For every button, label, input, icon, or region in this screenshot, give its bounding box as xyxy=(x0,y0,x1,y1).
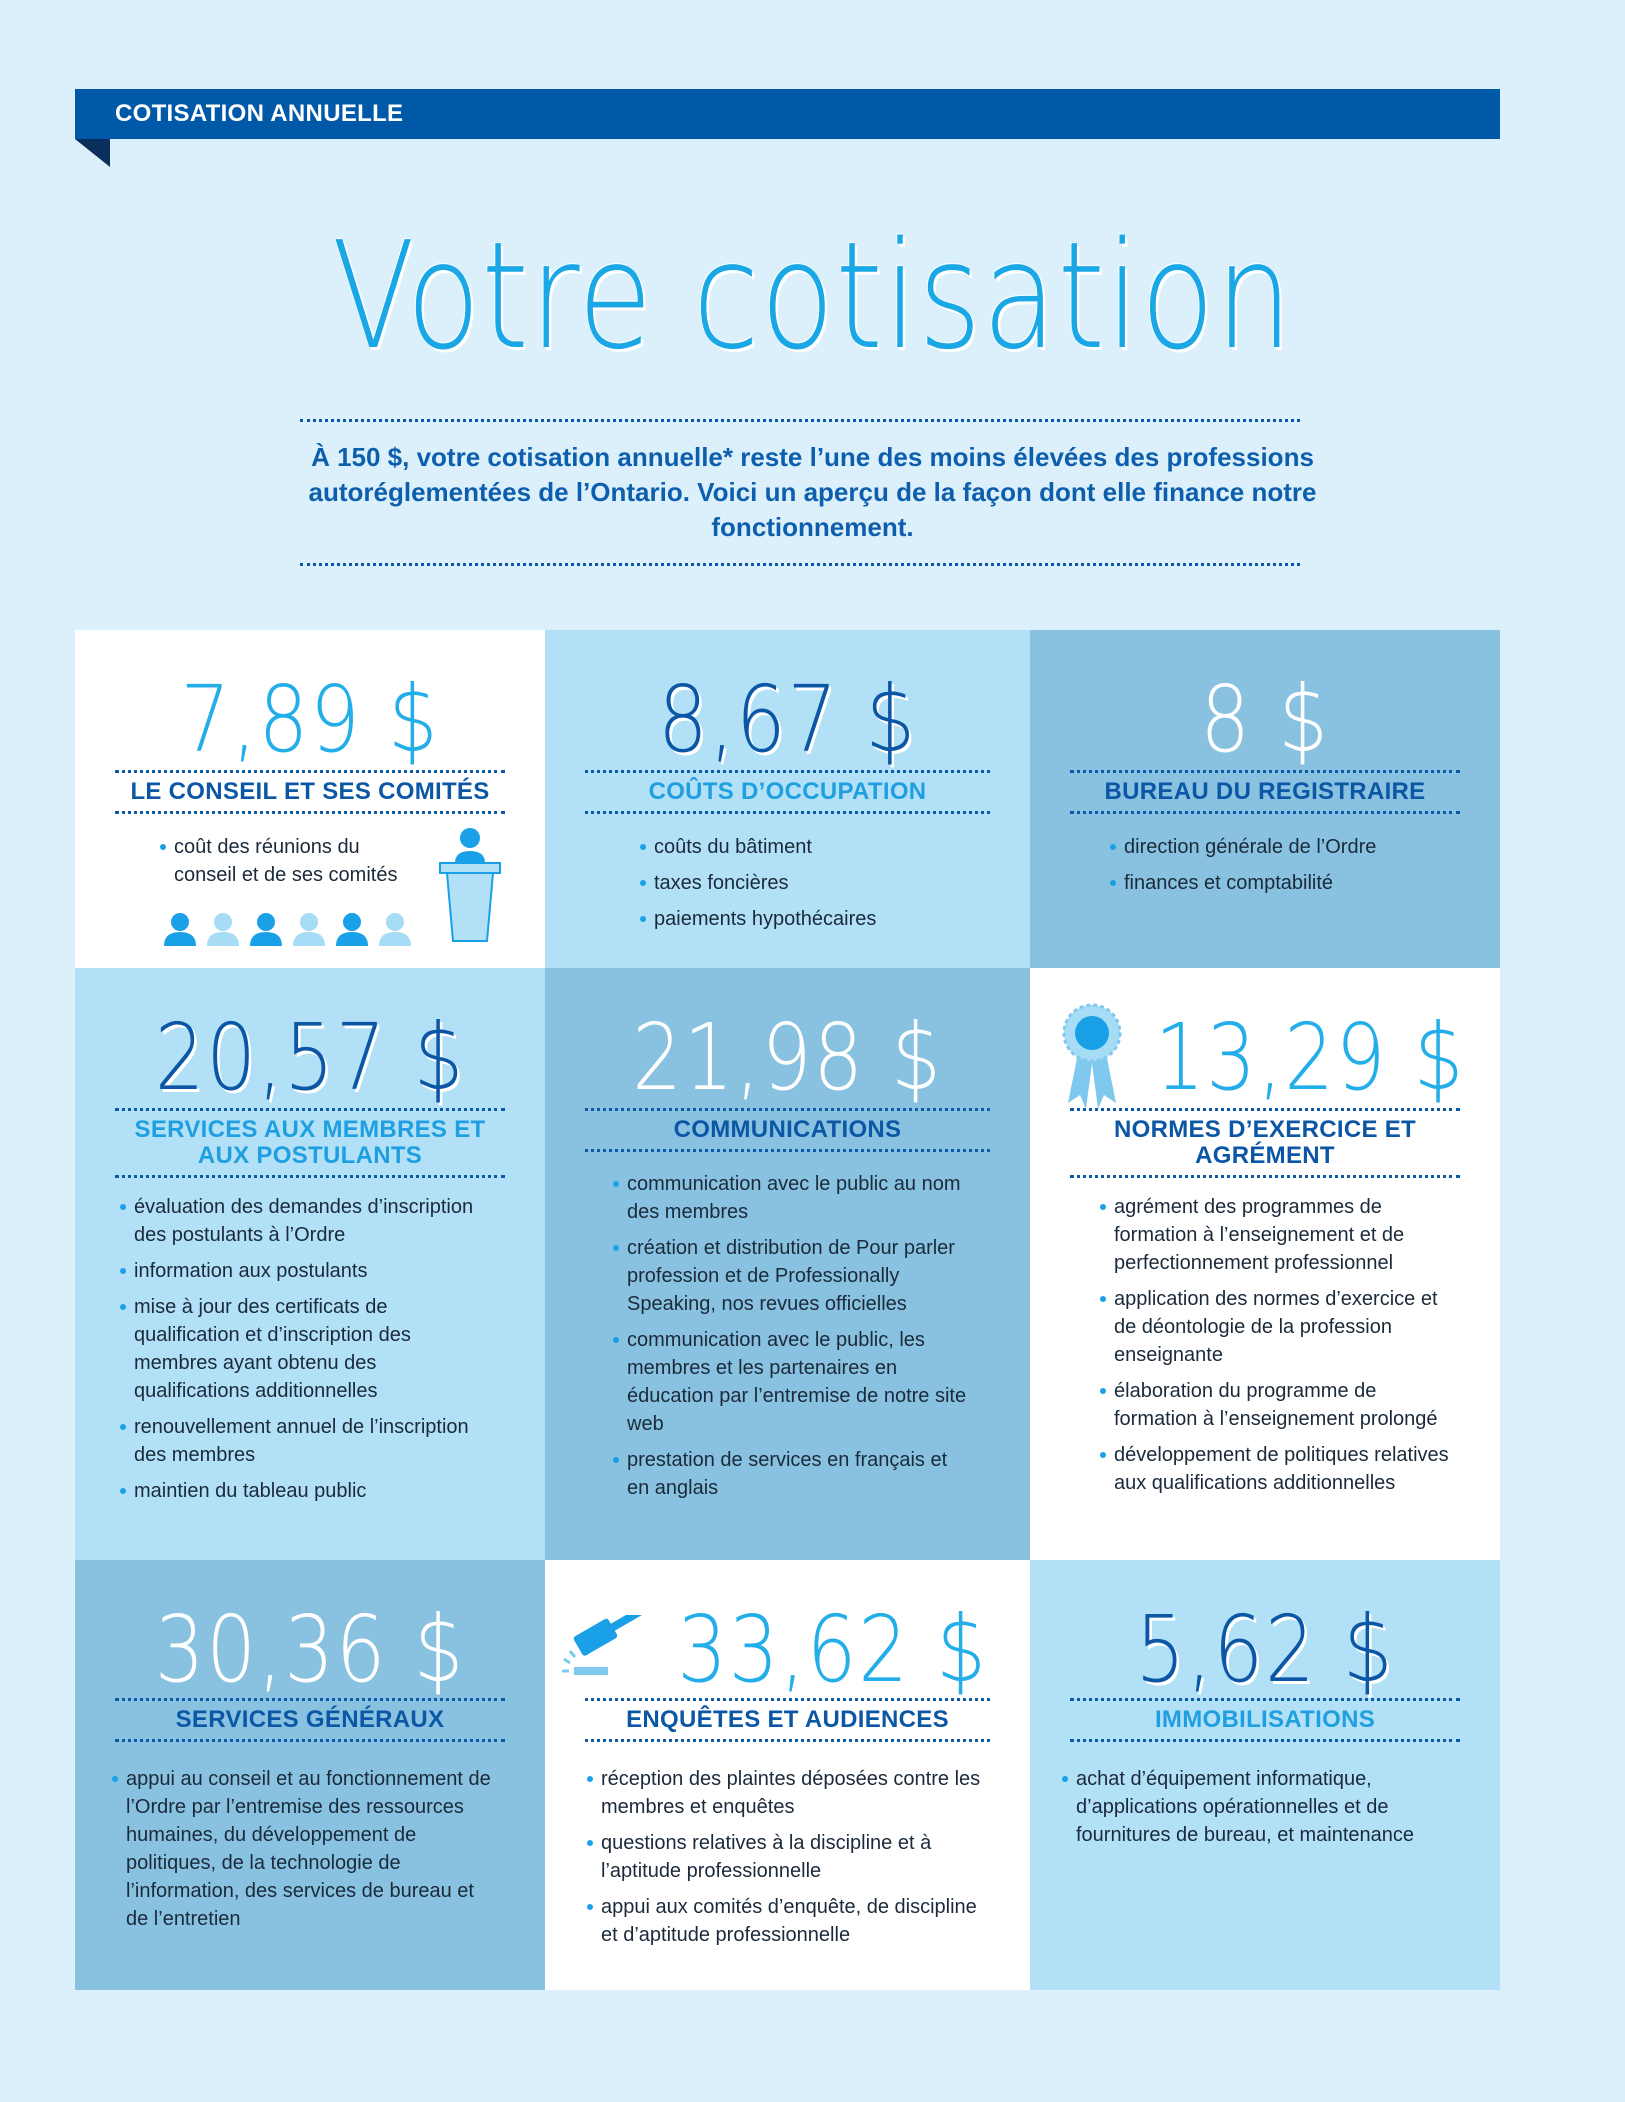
divider-bottom xyxy=(300,563,1300,566)
list-item: évaluation des demandes d’inscription des postulants à l’Ordre xyxy=(120,1193,490,1249)
cell-heading: IMMOBILISATIONS xyxy=(1070,1698,1460,1742)
list-item: appui au conseil et au fonctionnement de l’Ordre par l’entremise des ressources humaines, du développement de politiques, de la technologie de l’information, des services de bureau et de l’entretien xyxy=(112,1765,492,1933)
section-banner: COTISATION ANNUELLE xyxy=(75,89,1500,139)
item-list xyxy=(613,1170,973,1510)
list-item: questions relatives à la discipline et à l’aptitude professionnelle xyxy=(587,1829,987,1885)
item-list xyxy=(640,833,980,941)
cell-occupation xyxy=(545,630,1030,968)
cell-normes xyxy=(1030,968,1500,1560)
amount: 20,57 $ xyxy=(154,1004,466,1111)
list-item: achat d’équipement informatique, d’applications opérationnelles et de fournitures de bureau, et maintenance xyxy=(1062,1765,1462,1849)
list-item: information aux postulants xyxy=(120,1257,490,1285)
podium-speaker-icon xyxy=(435,823,505,943)
list-item: finances et comptabilité xyxy=(1110,869,1450,897)
item-list xyxy=(587,1765,987,1957)
list-item: développement de politiques relatives aux qualifications additionnelles xyxy=(1100,1441,1460,1497)
cell-conseil xyxy=(75,630,545,968)
cell-services-membres xyxy=(75,968,545,1560)
list-item: mise à jour des certificats de qualification et d’inscription des membres ayant obtenu des qualifications additionnelles xyxy=(120,1293,490,1405)
list-item: communication avec le public, les membres et les partenaires en éducation par l’entremise de notre site web xyxy=(613,1326,973,1438)
list-item: renouvellement annuel de l’inscription des membres xyxy=(120,1413,490,1469)
cell-heading: BUREAU DU REGISTRAIRE xyxy=(1070,770,1460,814)
amount: 30,36 $ xyxy=(154,1596,466,1703)
list-item: paiements hypothécaires xyxy=(640,905,980,933)
list-item: taxes foncières xyxy=(640,869,980,897)
cell-heading: ENQUÊTES ET AUDIENCES xyxy=(585,1698,990,1742)
list-item: coûts du bâtiment xyxy=(640,833,980,861)
cell-immobilisations xyxy=(1030,1560,1500,1990)
list-item: application des normes d’exercice et de déontologie de la profession enseignante xyxy=(1100,1285,1460,1369)
item-list xyxy=(1062,1765,1462,1857)
amount: 7,89 $ xyxy=(180,666,440,773)
cell-heading: SERVICES GÉNÉRAUX xyxy=(115,1698,505,1742)
amount: 33,62 $ xyxy=(677,1596,988,1703)
list-item: agrément des programmes de formation à l’enseignement et de perfectionnement professionnel xyxy=(1100,1193,1460,1277)
cell-registraire xyxy=(1030,630,1500,968)
amount: 8,67 $ xyxy=(658,666,917,773)
cell-heading: COÛTS D’OCCUPATION xyxy=(585,770,990,814)
item-list xyxy=(1110,833,1450,905)
list-item: prestation de services en français et en anglais xyxy=(613,1446,973,1502)
cell-heading: COMMUNICATIONS xyxy=(585,1108,990,1152)
item-list xyxy=(112,1765,492,1941)
amount: 21,98 $ xyxy=(632,1004,943,1111)
gavel-icon xyxy=(560,1615,660,1685)
cell-communications xyxy=(545,968,1030,1560)
award-ribbon-icon xyxy=(1062,1003,1122,1113)
banner-fold xyxy=(75,139,110,167)
list-item: coût des réunions du conseil et de ses comités xyxy=(160,833,400,889)
list-item: communication avec le public au nom des membres xyxy=(613,1170,973,1226)
list-item: réception des plaintes déposées contre les membres et enquêtes xyxy=(587,1765,987,1821)
list-item: élaboration du programme de formation à l’enseignement prolongé xyxy=(1100,1377,1460,1433)
item-list xyxy=(1100,1193,1460,1505)
cell-heading: NORMES D’EXERCICE ET AGRÉMENT xyxy=(1070,1108,1460,1178)
amount: 5,62 $ xyxy=(1135,1596,1395,1703)
cell-heading: LE CONSEIL ET SES COMITÉS xyxy=(115,770,505,814)
amount: 8 $ xyxy=(1200,666,1330,773)
cell-heading: SERVICES AUX MEMBRES ET AUX POSTULANTS xyxy=(115,1108,505,1178)
page-title: Votre cotisation xyxy=(331,210,1294,382)
list-item: appui aux comités d’enquête, de discipline et d’aptitude professionnelle xyxy=(587,1893,987,1949)
intro-text: À 150 $, votre cotisation annuelle* reste l’une des moins élevées des professions autoréglementées de l’Ontario. Voici un aperçu de la façon dont elle finance notre fonctionnement. xyxy=(308,442,1317,542)
list-item: maintien du tableau public xyxy=(120,1477,490,1505)
list-item: création et distribution de Pour parler profession et de Professionally Speaking, nos revues officielles xyxy=(613,1234,973,1318)
list-item: direction générale de l’Ordre xyxy=(1110,833,1450,861)
divider-top xyxy=(300,419,1300,422)
item-list xyxy=(160,833,400,897)
cell-enquetes xyxy=(545,1560,1030,1990)
amount: 13,29 $ xyxy=(1154,1004,1466,1111)
cell-services-generaux xyxy=(75,1560,545,1990)
audience-icon xyxy=(160,910,420,950)
item-list xyxy=(120,1193,490,1513)
